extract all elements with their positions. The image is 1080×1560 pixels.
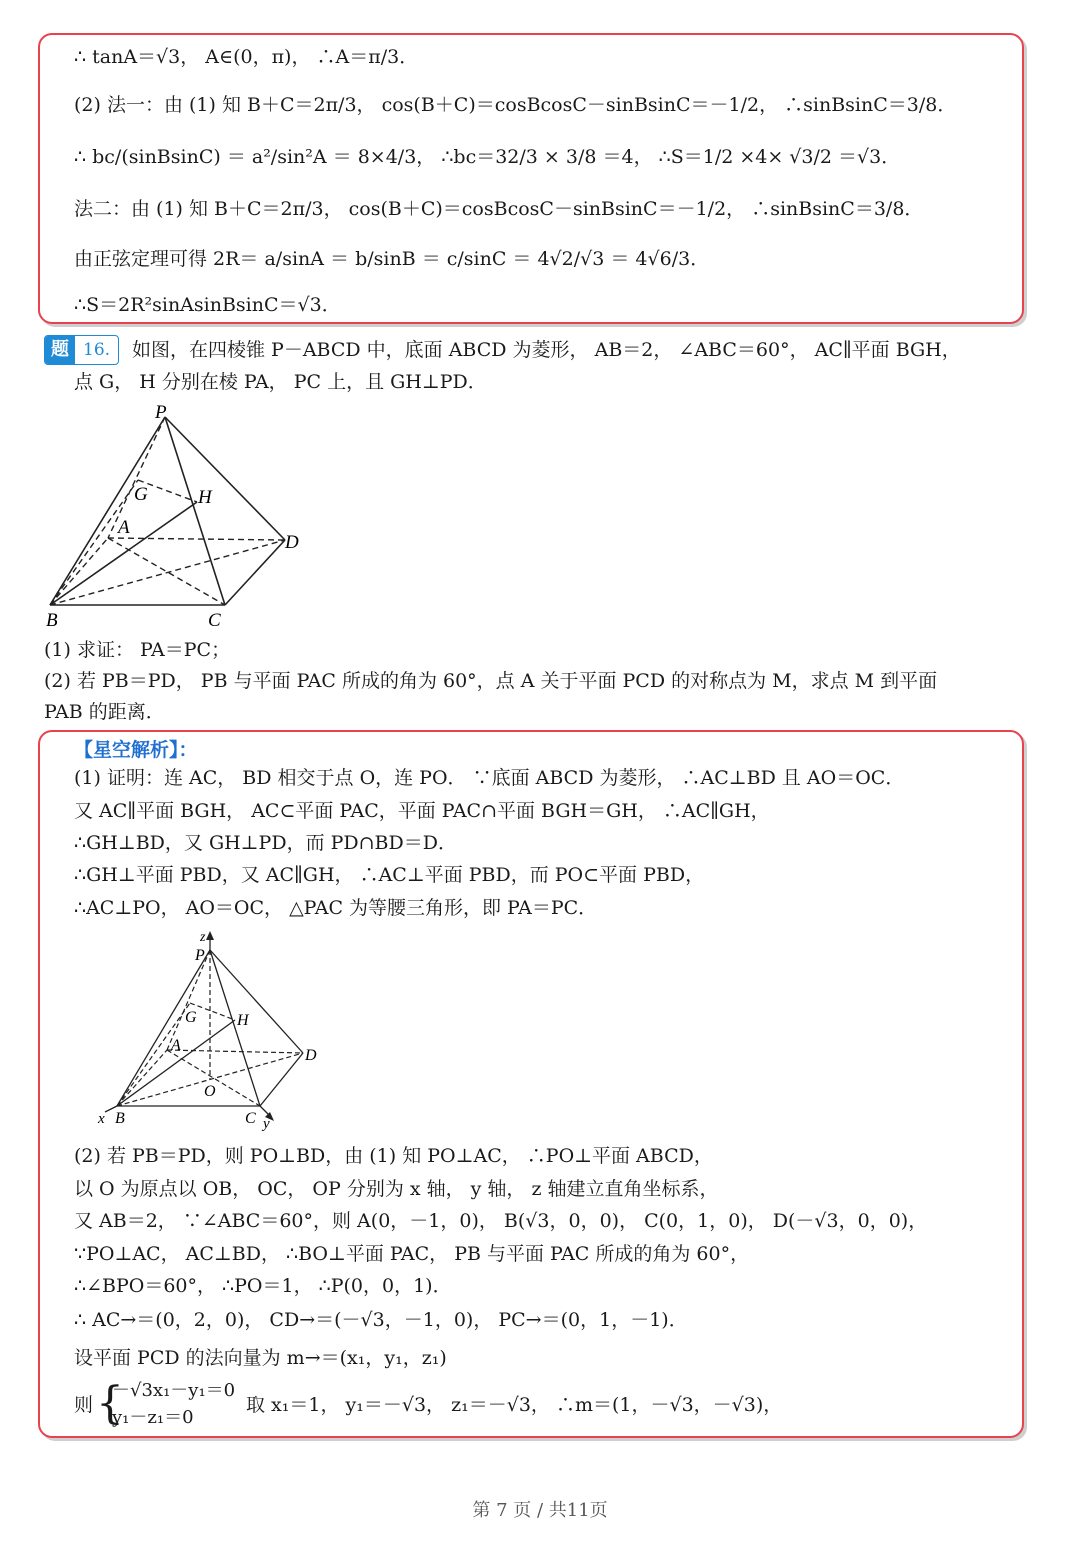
label-D: D (285, 532, 299, 553)
page-footer: 第 7 页 / 共11页 (472, 1500, 608, 1521)
label-C: C (208, 610, 221, 631)
pyramid-figure (40, 400, 320, 635)
part2-line-3: 又 AB＝2， ∵∠ABC＝60°，则 A(0，－1，0)， B(√3，0，0)， C(0，1，0)， D(－√3，0，0)， (74, 1210, 928, 1232)
part2-line-5: ∴∠BPO＝60°， ∴PO＝1， ∴P(0，0，1)． (74, 1275, 452, 1297)
edge-AD (108, 538, 285, 540)
z-axis-arrow (206, 931, 214, 940)
system-solution: 取 x₁＝1， y₁＝－√3， z₁＝－√3， ∴m＝(1，－√3，－√3)， (246, 1394, 783, 1416)
part2-line-6: ∴ AC→＝(0，2，0)， CD→＝(－√3，－1，0)， PC→＝(0，1，－1)． (74, 1309, 688, 1331)
solution-line-6: ∴S＝2R²sinAsinBsinC＝√3． (74, 294, 341, 316)
system-equation-2: y₁－z₁＝0 (112, 1407, 194, 1428)
label-O: O (204, 1083, 216, 1100)
label-z: z (200, 930, 206, 945)
part2-line-4: ∵PO⊥AC， AC⊥BD， ∴BO⊥平面 PAC， PB 与平面 PAC 所成的角为 60°， (74, 1243, 750, 1265)
edge-CD (225, 540, 285, 605)
solution-line-4: 法二：由 (1) 知 B＋C＝2π/3， cos(B＋C)＝cosBcosC－sinBsinC＝－1/2， ∴sinBsinC＝3/8． (74, 198, 924, 220)
label-A: A (171, 1037, 181, 1054)
label-A: A (118, 517, 130, 538)
system-prefix: 则 (74, 1394, 94, 1416)
segment-BG (50, 480, 138, 605)
question-part-1: (1) 求证： PA＝PC； (44, 639, 231, 661)
label-P: P (155, 402, 167, 423)
edge-BA (50, 538, 108, 605)
proof-line-3: ∴GH⊥BD，又 GH⊥PD，而 PD∩BD＝D． (74, 832, 457, 854)
label-B: B (115, 1110, 125, 1127)
label-P: P (195, 947, 205, 964)
label-G: G (134, 484, 148, 505)
label-B: B (46, 610, 58, 631)
edge-AD (167, 1050, 303, 1053)
solution-line-1: ∴ tanA＝√3， A∈(0，π)， ∴A＝π/3． (74, 46, 419, 68)
label-H: H (237, 1012, 249, 1029)
label-D: D (305, 1047, 317, 1064)
proof-line-1: (1) 证明：连 AC， BD 相交于点 O，连 PO． ∵底面 ABCD 为菱形， ∴AC⊥BD 且 AO＝OC． (74, 767, 905, 789)
segment-BG (117, 1003, 190, 1106)
system-equation-1: －√3x₁－y₁＝0 (112, 1380, 236, 1401)
question-number-tag (44, 335, 119, 365)
proof-line-2: 又 AC∥平面 BGH， AC⊂平面 PAC，平面 PAC∩平面 BGH＝GH， ∴AC∥GH， (74, 800, 770, 822)
label-G: G (185, 1009, 197, 1026)
part2-line-7: 设平面 PCD 的法向量为 m→＝(x₁，y₁，z₁) (74, 1347, 447, 1369)
label-x: x (98, 1111, 105, 1127)
analysis-title: 【星空解析】： (74, 739, 198, 761)
label-y: y (263, 1116, 270, 1132)
label-H: H (198, 487, 212, 508)
system-brace: { (96, 1378, 124, 1429)
edge-BA (117, 1050, 167, 1106)
question-stem-line-2: 点 G， H 分别在棱 PA， PC 上，且 GH⊥PD． (74, 371, 487, 393)
segment-BH (117, 1020, 235, 1106)
coordinate-pyramid-figure (95, 928, 335, 1133)
edge-PB (117, 950, 210, 1106)
edge-PC (210, 950, 260, 1106)
question-tag-number: 16. (83, 340, 111, 360)
edge-PD (165, 417, 285, 540)
edge-PA (108, 417, 165, 538)
edge-PA (167, 950, 210, 1050)
question-stem-line-1: 如图，在四棱锥 P－ABCD 中，底面 ABCD 为菱形， AB＝2， ∠ABC＝60°， AC∥平面 BGH， (132, 339, 961, 361)
proof-line-5: ∴AC⊥PO， AO＝OC， △PAC 为等腰三角形，即 PA＝PC． (74, 897, 598, 919)
solution-line-5: 由正弦定理可得 2R＝ a/sinA ＝ b/sinB ＝ c/sinC ＝ 4√2/√3 ＝ 4√6/3． (74, 248, 710, 270)
part2-line-2: 以 O 为原点以 OB， OC， OP 分别为 x 轴， y 轴， z 轴建立直角坐标系， (74, 1178, 719, 1200)
edge-CD (260, 1053, 303, 1106)
proof-line-4: ∴GH⊥平面 PBD，又 AC∥GH， ∴AC⊥平面 PBD，而 PO⊂平面 PBD， (74, 864, 705, 886)
solution-line-2: (2) 法一：由 (1) 知 B＋C＝2π/3， cos(B＋C)＝cosBcosC－sinBsinC＝－1/2， ∴sinBsinC＝3/8． (74, 94, 957, 116)
question-part-2-line-2: PAB 的距离． (44, 701, 165, 723)
edge-PB (50, 417, 165, 605)
solution-line-3: ∴ bc/(sinBsinC) ＝ a²/sin²A ＝ 8×4/3， ∴bc＝32/3 × 3/8 ＝4， ∴S＝1/2 ×4× √3/2 ＝√3． (74, 146, 901, 168)
question-part-2-line-1: (2) 若 PB＝PD， PB 与平面 PAC 所成的角为 60°，点 A 关于平面 PCD 的对称点为 M，求点 M 到平面 (44, 670, 938, 692)
edge-PD (210, 950, 303, 1053)
question-tag-label: 题 (45, 336, 75, 364)
part2-line-1: (2) 若 PB＝PD，则 PO⊥BD，由 (1) 知 PO⊥AC， ∴PO⊥平面 ABCD， (74, 1145, 713, 1167)
edge-PC (165, 417, 225, 605)
previous-solution-box (38, 33, 1024, 324)
diagonal-BD (50, 540, 285, 605)
label-C: C (245, 1110, 256, 1127)
